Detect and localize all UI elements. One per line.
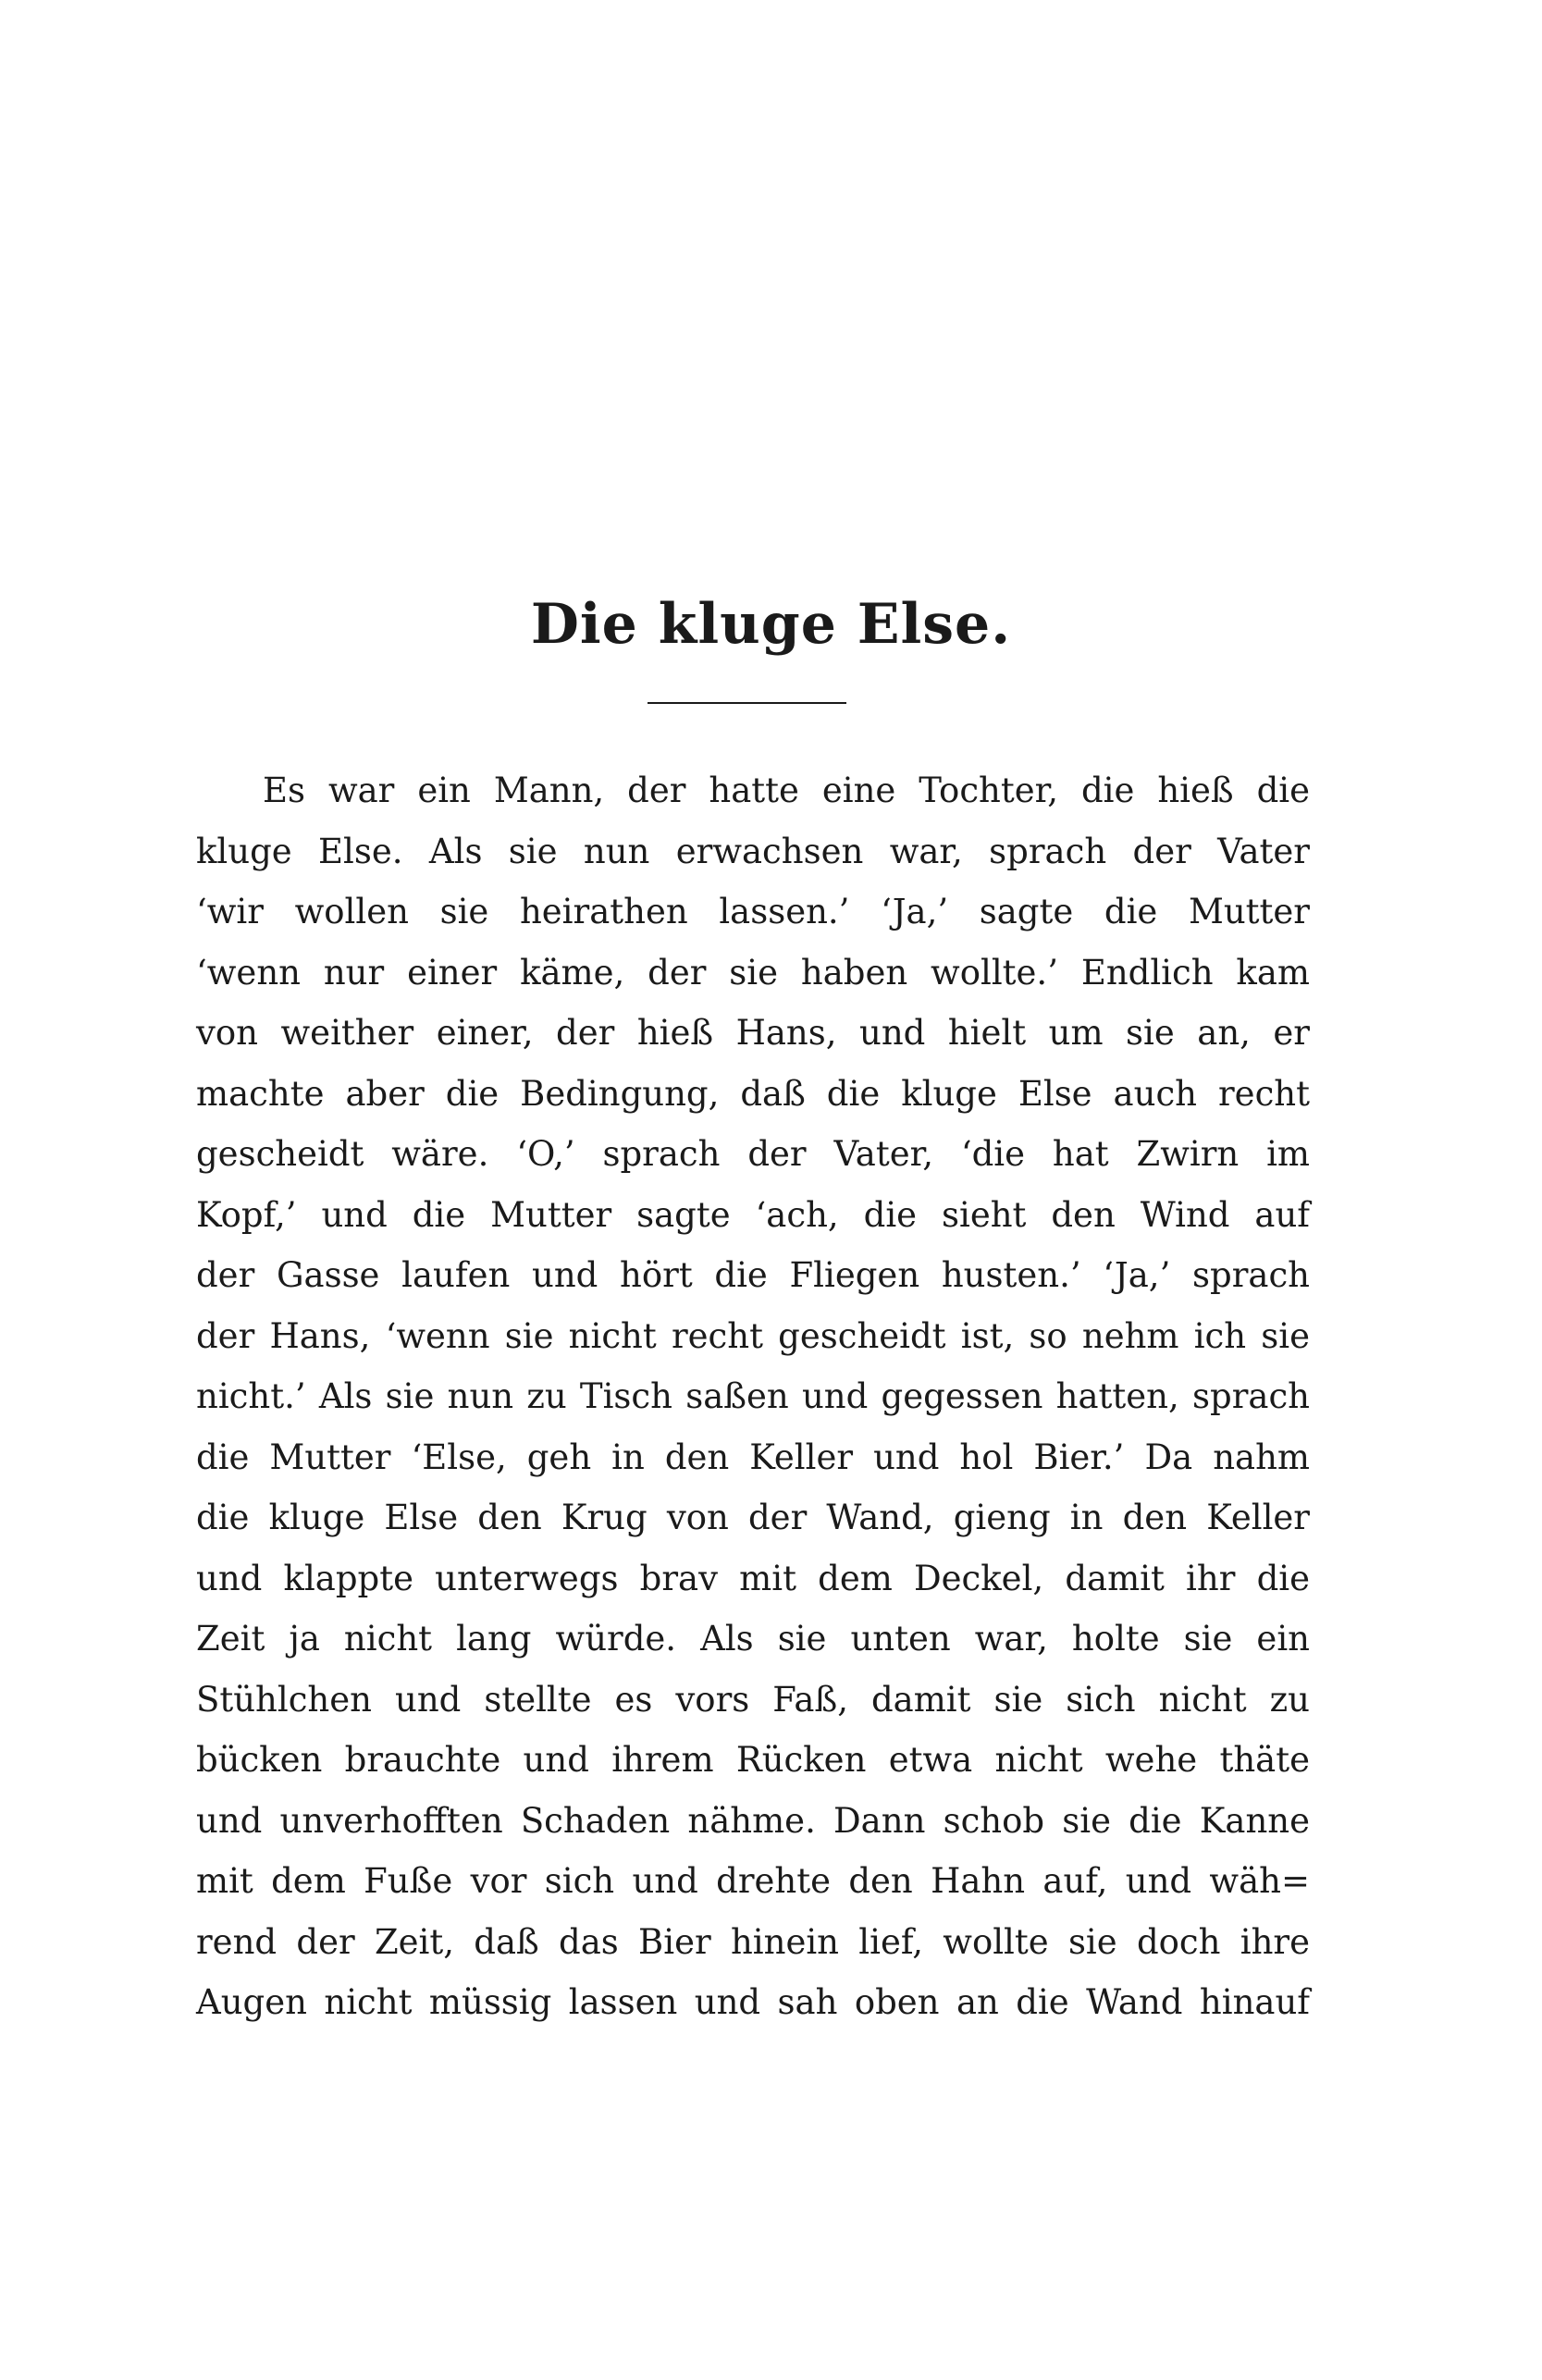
text-line: gescheidt wäre. ‘O,’ sprach der Vater, ‘die hat Zwirn im <box>196 1134 1310 1174</box>
text-line: die kluge Else den Krug von der Wand, gieng in den Keller <box>196 1498 1310 1537</box>
text-line: der Hans, ‘wenn sie nicht recht gescheidt ist, so nehm ich sie <box>196 1315 1310 1356</box>
page-title: Die kluge Else. <box>530 592 1012 657</box>
title-divider <box>648 702 846 704</box>
text-line: Kopf,’ und die Mutter sagte ‘ach, die sieht den Wind auf <box>196 1194 1310 1235</box>
text-line: und unverhofften Schaden nähme. Dann schob sie die Kanne <box>196 1800 1310 1841</box>
text-line: ‘wenn nur einer käme, der sie haben wollte.’ Endlich kam <box>196 952 1310 993</box>
text-line: die Mutter ‘Else, geh in den Keller und hol Bier.’ Da nahm <box>196 1437 1310 1477</box>
text-line: Es war ein Mann, der hatte eine Tochter, die hieß die <box>263 771 1310 810</box>
text-line: und klappte unterwegs brav mit dem Deckel, damit ihr die <box>196 1558 1310 1598</box>
body-text <box>196 760 1310 2033</box>
text-line: rend der Zeit, daß das Bier hinein lief, wollte sie doch ihre <box>196 1921 1310 1962</box>
text-line: machte aber die Bedingung, daß die kluge Else auch recht <box>196 1073 1310 1114</box>
text-line: von weither einer, der hieß Hans, und hielt um sie an, er <box>196 1013 1310 1053</box>
text-line: mit dem Fuße vor sich und drehte den Hahn auf, und wäh= <box>196 1861 1310 1901</box>
text-line: kluge Else. Als sie nun erwachsen war, sprach der Vater <box>196 831 1310 871</box>
text-line: Stühlchen und stellte es vors Faß, damit sie sich nicht zu <box>196 1679 1310 1720</box>
text-line: bücken brauchte und ihrem Rücken etwa nicht wehe thäte <box>196 1740 1310 1780</box>
text-line: Zeit ja nicht lang würde. Als sie unten war, holte sie ein <box>196 1619 1310 1659</box>
text-line: der Gasse laufen und hört die Fliegen husten.’ ‘Ja,’ sprach <box>196 1255 1310 1295</box>
text-line: nicht.’ Als sie nun zu Tisch saßen und gegessen hatten, sprach <box>196 1376 1310 1416</box>
text-line: Augen nicht müssig lassen und sah oben an die Wand hinauf <box>196 1982 1310 2022</box>
text-line: ‘wir wollen sie heirathen lassen.’ ‘Ja,’ sagte die Mutter <box>196 892 1310 931</box>
